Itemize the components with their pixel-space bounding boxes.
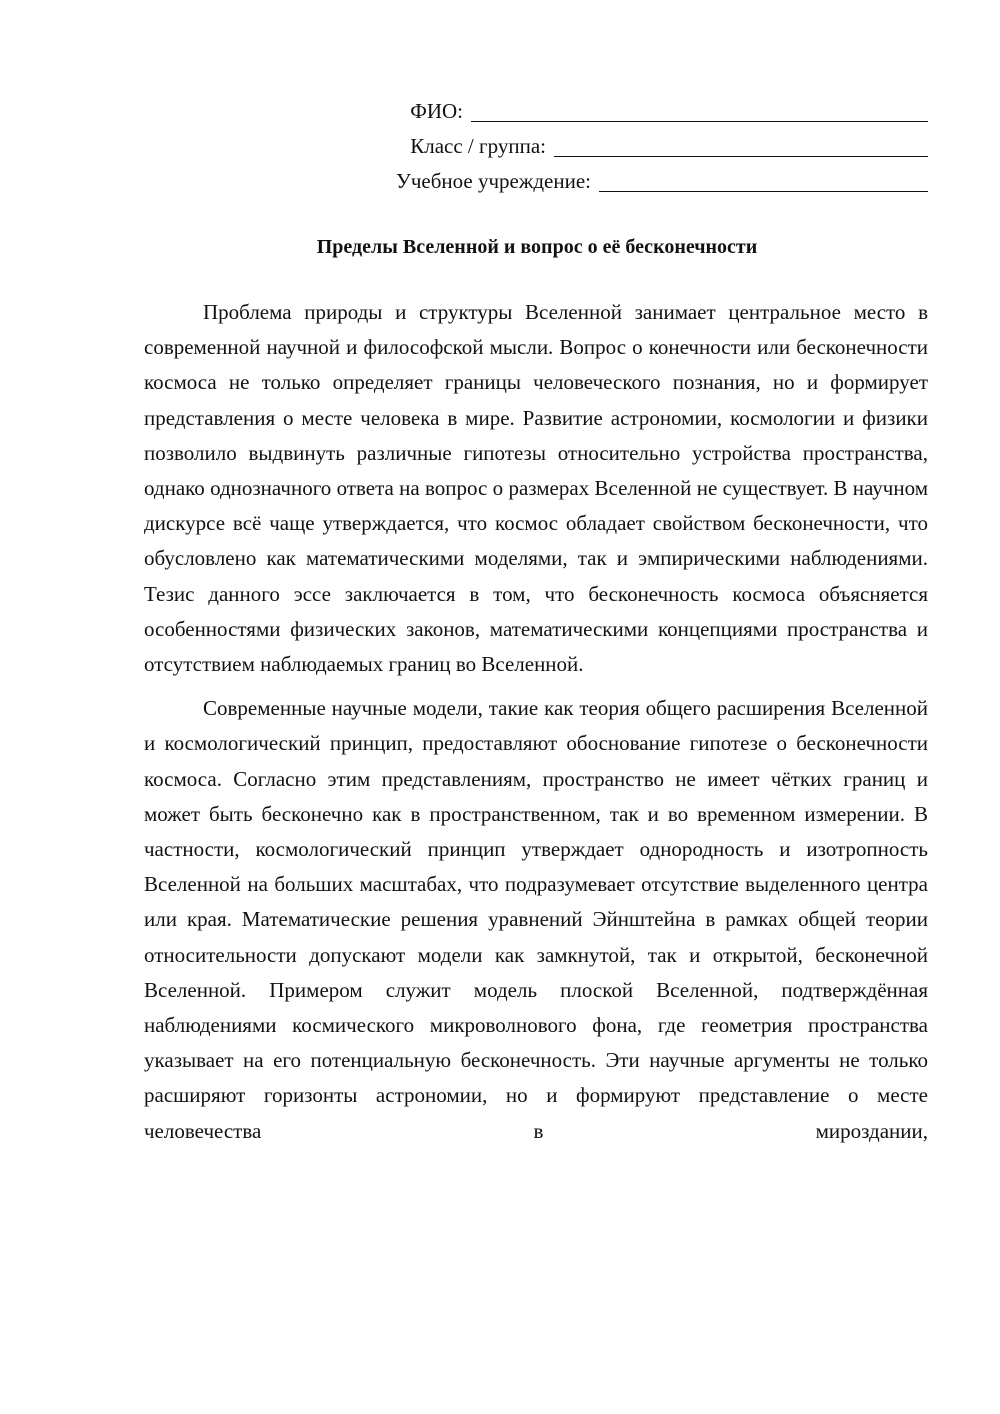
school-line bbox=[288, 164, 928, 199]
fio-label: ФИО: bbox=[410, 99, 463, 123]
fio-line bbox=[288, 94, 928, 129]
class-group-blank-field[interactable] bbox=[554, 130, 928, 157]
school-label: Учебное учреждение: bbox=[395, 169, 591, 193]
essay-paragraph-2: Современные научные модели, такие как теория общего расширения Вселенной и космологический принцип, предоставляют обоснование гипотезе о бесконечности космоса. Согласно этим представлениям, пространство не имеет чётких границ и может быть бесконечно как в пространственном, так и во временном измерении. В частности, космологический принцип утверждает однородность и изотропность Вселенной на больших масштабах, что подразумевает отсутствие выделенного центра или края. Математические решения уравнений Эйнштейна в рамках общей теории относительности допускают модели как замкнутой, так и открытой, бесконечной Вселенной. Примером служит модель плоской Вселенной, подтверждённая наблюдениями космического микроволнового фона, где геометрия пространства указывает на его потенциальную бесконечность. Эти научные аргументы не только расширяют горизонты астрономии, но и формируют представление о месте человечества в мироздании, bbox=[144, 696, 928, 1143]
class-line bbox=[288, 129, 928, 164]
essay-title: Пределы Вселенной и вопрос о её бесконечности bbox=[316, 236, 758, 258]
student-info-header bbox=[288, 94, 928, 199]
school-blank-field[interactable] bbox=[599, 165, 928, 192]
class-group-label: Класс / группа: bbox=[410, 134, 546, 158]
essay-body bbox=[144, 295, 928, 1149]
essay-paragraph-1: Проблема природы и структуры Вселенной занимает центральное место в современной научной и философской мысли. Вопрос о конечности или бесконечности космоса не только определяет границы человеческого познания, но и формирует представления о месте человека в мире. Развитие астрономии, космологии и физики позволило выдвинуть различные гипотезы относительно устройства пространства, однако однозначного ответа на вопрос о размерах Вселенной не существует. В научном дискурсе всё чаще утверждается, что космос обладает свойством бесконечности, что обусловлено как математическими моделями, так и эмпирическими наблюдениями. Тезис данного эссе заключается в том, что бесконечность космоса объясняется особенностями физических законов, математическими концепциями пространства и отсутствием наблюдаемых границ во Вселенной. bbox=[144, 300, 928, 677]
fio-blank-field[interactable] bbox=[471, 95, 928, 122]
